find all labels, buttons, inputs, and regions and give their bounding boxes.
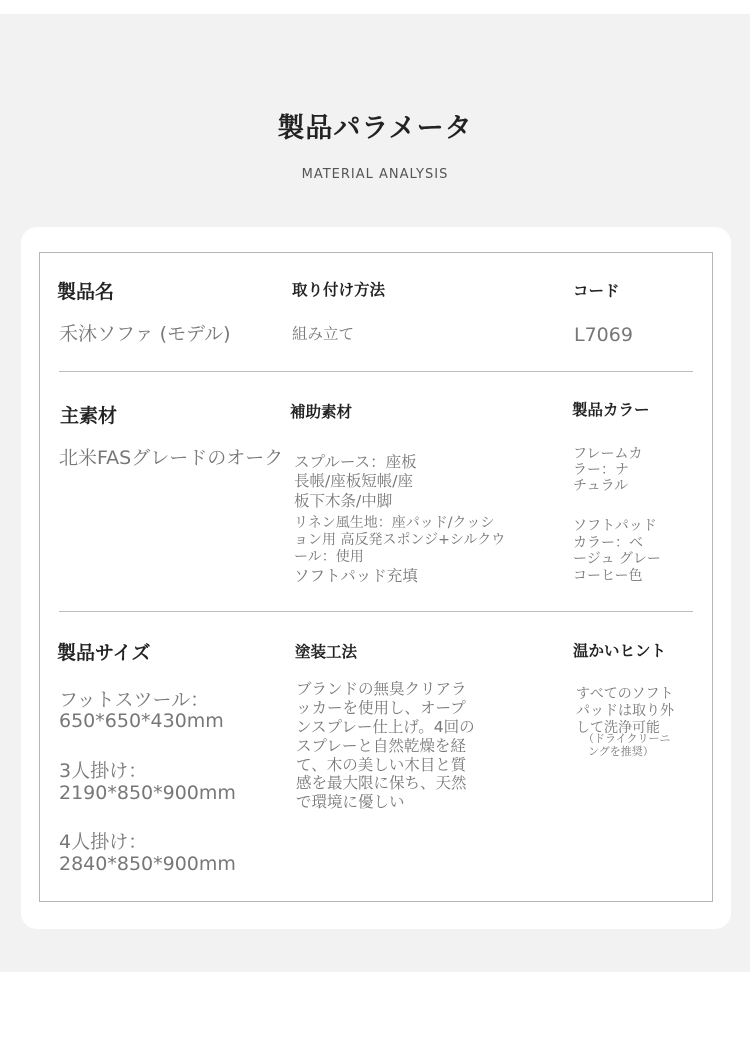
coating-line-6: 感を最大限に保ち、天然 <box>296 774 467 792</box>
code-label: コード <box>573 282 620 300</box>
color-line-2: ラー：ナ <box>573 462 629 478</box>
color-line-5: カラー：ベ <box>573 535 643 551</box>
aux-material-line-5: ョン用 高反発スポンジ+シルクウ <box>294 532 506 548</box>
hint-label: 温かいヒント <box>573 642 667 660</box>
aux-material-line-6: ール：使用 <box>294 549 364 565</box>
install-method-label: 取り付け方法 <box>292 281 386 299</box>
coating-line-1: ブランドの無臭クリアラ <box>296 680 467 698</box>
aux-material-line-1: スプルース：座板 <box>294 453 417 471</box>
coating-line-4: スプレーと自然乾燥を経 <box>296 737 466 755</box>
hint-line-2: パッドは取り外 <box>576 703 674 719</box>
aux-material-line-3: 板下木条/中脚 <box>294 492 393 510</box>
aux-material-line-2: 長帳/座板短帳/座 <box>294 472 413 490</box>
row-divider-2 <box>59 611 693 612</box>
code-value: L7069 <box>574 324 633 346</box>
aux-material-label: 補助素材 <box>290 403 353 421</box>
size-item-1-name: フットスツール： <box>59 689 210 711</box>
color-label: 製品カラー <box>572 401 650 419</box>
page-subtitle: MATERIAL ANALYSIS <box>301 167 449 182</box>
size-item-2-value: 2190*850*900mm <box>59 782 236 804</box>
coating-line-2: ッカーを使用し、オープ <box>296 699 466 717</box>
row-divider-1 <box>59 371 693 372</box>
color-line-6: ージュ グレー <box>573 551 661 567</box>
size-item-3-value: 2840*850*900mm <box>59 853 236 875</box>
page-title: 製品パラメータ <box>277 113 473 144</box>
aux-material-line-4: リネン風生地：座パッド/クッシ <box>294 515 495 531</box>
color-line-4: ソフトパッド <box>573 518 657 534</box>
coating-line-5: て、木の美しい木目と質 <box>296 756 467 774</box>
aux-material-line-7: ソフトパッド充填 <box>294 567 418 585</box>
product-name-value: 禾沐ソファ (モデル) <box>59 323 231 345</box>
install-method-value: 組み立て <box>292 325 355 343</box>
size-item-3-name: 4人掛け： <box>59 831 148 853</box>
color-line-1: フレームカ <box>573 446 643 462</box>
coating-line-7: で環境に優しい <box>296 793 405 811</box>
size-item-2-name: 3人掛け： <box>59 760 148 782</box>
size-item-1-value: 650*650*430mm <box>59 710 224 732</box>
hint-line-3: して洗浄可能 <box>576 720 660 736</box>
color-line-7: コーヒー色 <box>573 568 643 584</box>
coating-label: 塗装工法 <box>295 643 358 661</box>
main-material-label: 主素材 <box>60 405 118 427</box>
color-line-3: チュラル <box>573 478 629 494</box>
main-material-value: 北米FASグレードのオーク <box>59 447 284 469</box>
product-name-label: 製品名 <box>57 281 115 303</box>
hint-line-4: （ドライクリーニ <box>583 732 671 745</box>
size-label: 製品サイズ <box>57 642 151 664</box>
hint-line-1: すべてのソフト <box>576 686 674 702</box>
coating-line-3: ンスプレー仕上げ。4回の <box>296 718 475 736</box>
hint-line-5: ングを推奨） <box>588 745 654 758</box>
